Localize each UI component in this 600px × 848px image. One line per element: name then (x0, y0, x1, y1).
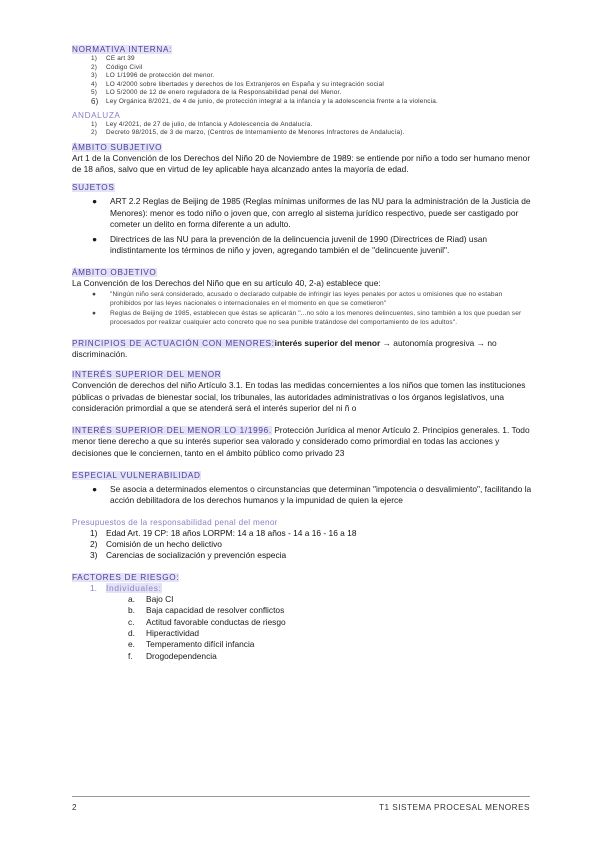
ambito-subjetivo-text: Art 1 de la Convención de los Derechos del Niño 20 de Noviembre de 1989: se entiende por niño a todo ser humano menor de 18 años, salvo que en virtud de ley aplicable haya alcanzado antes la mayoría de edad. (72, 152, 531, 175)
especial-heading: ESPECIAL VULNERABILIDAD (72, 470, 201, 480)
ambito-objetivo-intro: La Convención de los Derechos del Niño que en su artículo 40, 2-a) establece que: (72, 277, 381, 288)
sujetos-heading: SUJETOS (72, 182, 115, 192)
list-item: 1) CE art 39 (91, 55, 135, 62)
interes-heading: INTERÉS SUPERIOR DEL MENOR (72, 370, 222, 380)
list-item: 4) LO 4/2000 sobre libertades y derechos de los Extranjeros en España y su integración social (91, 80, 385, 88)
factores-subheading: 1. Individuales: (90, 582, 162, 593)
principios-rest: → autonomía progresiva → no discriminación. (72, 337, 497, 360)
list-item: ● Directrices de las NU para la prevención de la delincuencia juvenil de 1990 (Directrices de Riad) usan indistintamente los términos de niño y joven, agregando también el de "delincuente juvenil". (92, 233, 488, 256)
interes-lo-heading: INTERÉS SUPERIOR DEL MENOR LO 1/1996. (72, 425, 272, 435)
list-item: f. Drogodependencia (128, 650, 217, 661)
interes-lo-paragraph (72, 425, 532, 460)
presupuestos-list (72, 528, 532, 561)
list-item: ● ART 2.2 Reglas de Beijing de 1985 (Reglas mínimas uniformes de las NU para la administración de la Justicia de Menores): menor es todo niño o joven que, con arreglo al sistema jurídico respectivo, puede ser castigado por cometer un delito en forma diferente a un adulto. (92, 195, 531, 230)
sujetos-list (72, 196, 532, 257)
list-item: e. Temperamento difícil infancia (128, 639, 255, 650)
interes-lo-text: Protección Jurídica al menor Artículo 2. Principios generales. 1. Todo menor tiene derecho a que su interés superior sea valorado y considerado como primordial en todas las acciones y decisiones que le conciernen, tanto en el ámbito público como privado 23 (72, 424, 530, 459)
principios-paragraph (72, 338, 532, 361)
normativa-section (72, 44, 532, 55)
ambito-objetivo-list (72, 290, 532, 328)
list-item: 5) LO 5/2000 de 12 de enero reguladora de la Responsabilidad penal del Menor. (91, 89, 342, 97)
footer-title: T1 SISTEMA PROCESAL MENORES (378, 803, 530, 812)
list-item: ● Se asocia a determinados elementos o circunstancias que determinan "impotencia o desvalimiento", facilitando la acción debilitadora de los derechos humanos y la impunidad de quien la ejerce (92, 483, 532, 506)
page-number: 2 (72, 803, 77, 812)
list-item: 1) Ley 4/2021, de 27 de julio, de Infancia y Adolescencia de Andalucía. (91, 120, 313, 128)
list-item: 1) Edad Art. 19 CP: 18 años LORPM: 14 a 18 años - 14 a 16 - 16 a 18 (90, 527, 357, 538)
principios-bold: interés superior del menor (274, 337, 381, 348)
ambito-subjetivo-heading: ÁMBITO SUBJETIVO (72, 142, 163, 152)
factores-list (72, 594, 532, 662)
normativa-heading: NORMATIVA INTERNA: (72, 45, 173, 54)
list-item: a. Bajo CI (128, 593, 174, 604)
list-item: 3) Carencias de socialización y prevención especia (90, 549, 287, 560)
page-footer (72, 796, 530, 812)
list-item: c. Actitud favorable conductas de riesgo (128, 616, 286, 627)
list-item: ● "Ningún niño será considerado, acusado o declarado culpable de infringir las leyes penales por actos u omisiones que no estaban prohibidos por las leyes nacionales o internacionales en el momento en que se cometieron" (92, 290, 503, 308)
factores-heading: FACTORES DE RIESGO: (72, 572, 180, 582)
andaluza-list (72, 121, 532, 138)
list-item: d. Hiperactividad (128, 628, 200, 639)
presupuestos-heading: Presupuestos de la responsabilidad penal del menor (72, 517, 278, 527)
ambito-objetivo-heading: ÁMBITO OBJETIVO (72, 267, 157, 277)
interes-text: Convención de derechos del niño Artículo 3.1. En todas las medidas concernientes a los niños que tomen las instituciones públicas o privadas de bienestar social, los tribunales, las autoridades administrativas o los órganos legislativos, una consideración primordial a que se atenderá será el interés superior del ni ñ o (72, 380, 526, 414)
list-item: 2) Código Civil (91, 63, 143, 71)
normativa-list (72, 55, 532, 107)
list-item: 3) LO 1/1996 de protección del menor. (91, 72, 215, 80)
document-page (72, 44, 532, 662)
list-item: ● Reglas de Beijing de 1985, establecen que éstas se aplicarán "...no sólo a los menores delincuentes, sino también a los que puedan ser procesados por realizar cualquier acto concreto que no sea punible tratándose del comportamiento de los adultos". (92, 309, 522, 327)
list-item: 2) Comisión de un hecho delictivo (90, 538, 222, 549)
list-item: b. Baja capacidad de resolver conflictos (128, 605, 285, 616)
andaluza-heading: ANDALUZA (72, 110, 121, 120)
principios-heading: PRINCIPIOS DE ACTUACIÓN CON MENORES: (72, 338, 275, 348)
list-item: 2) Decreto 98/2015, de 3 de marzo, (Centros de Internamiento de Menores Infractores de Andalucía). (91, 129, 405, 137)
especial-list (72, 484, 532, 507)
list-item: 6) Ley Orgánica 8/2021, de 4 de junio, de protección integral a la infancia y la adolescencia frente a la violencia. (91, 96, 439, 106)
